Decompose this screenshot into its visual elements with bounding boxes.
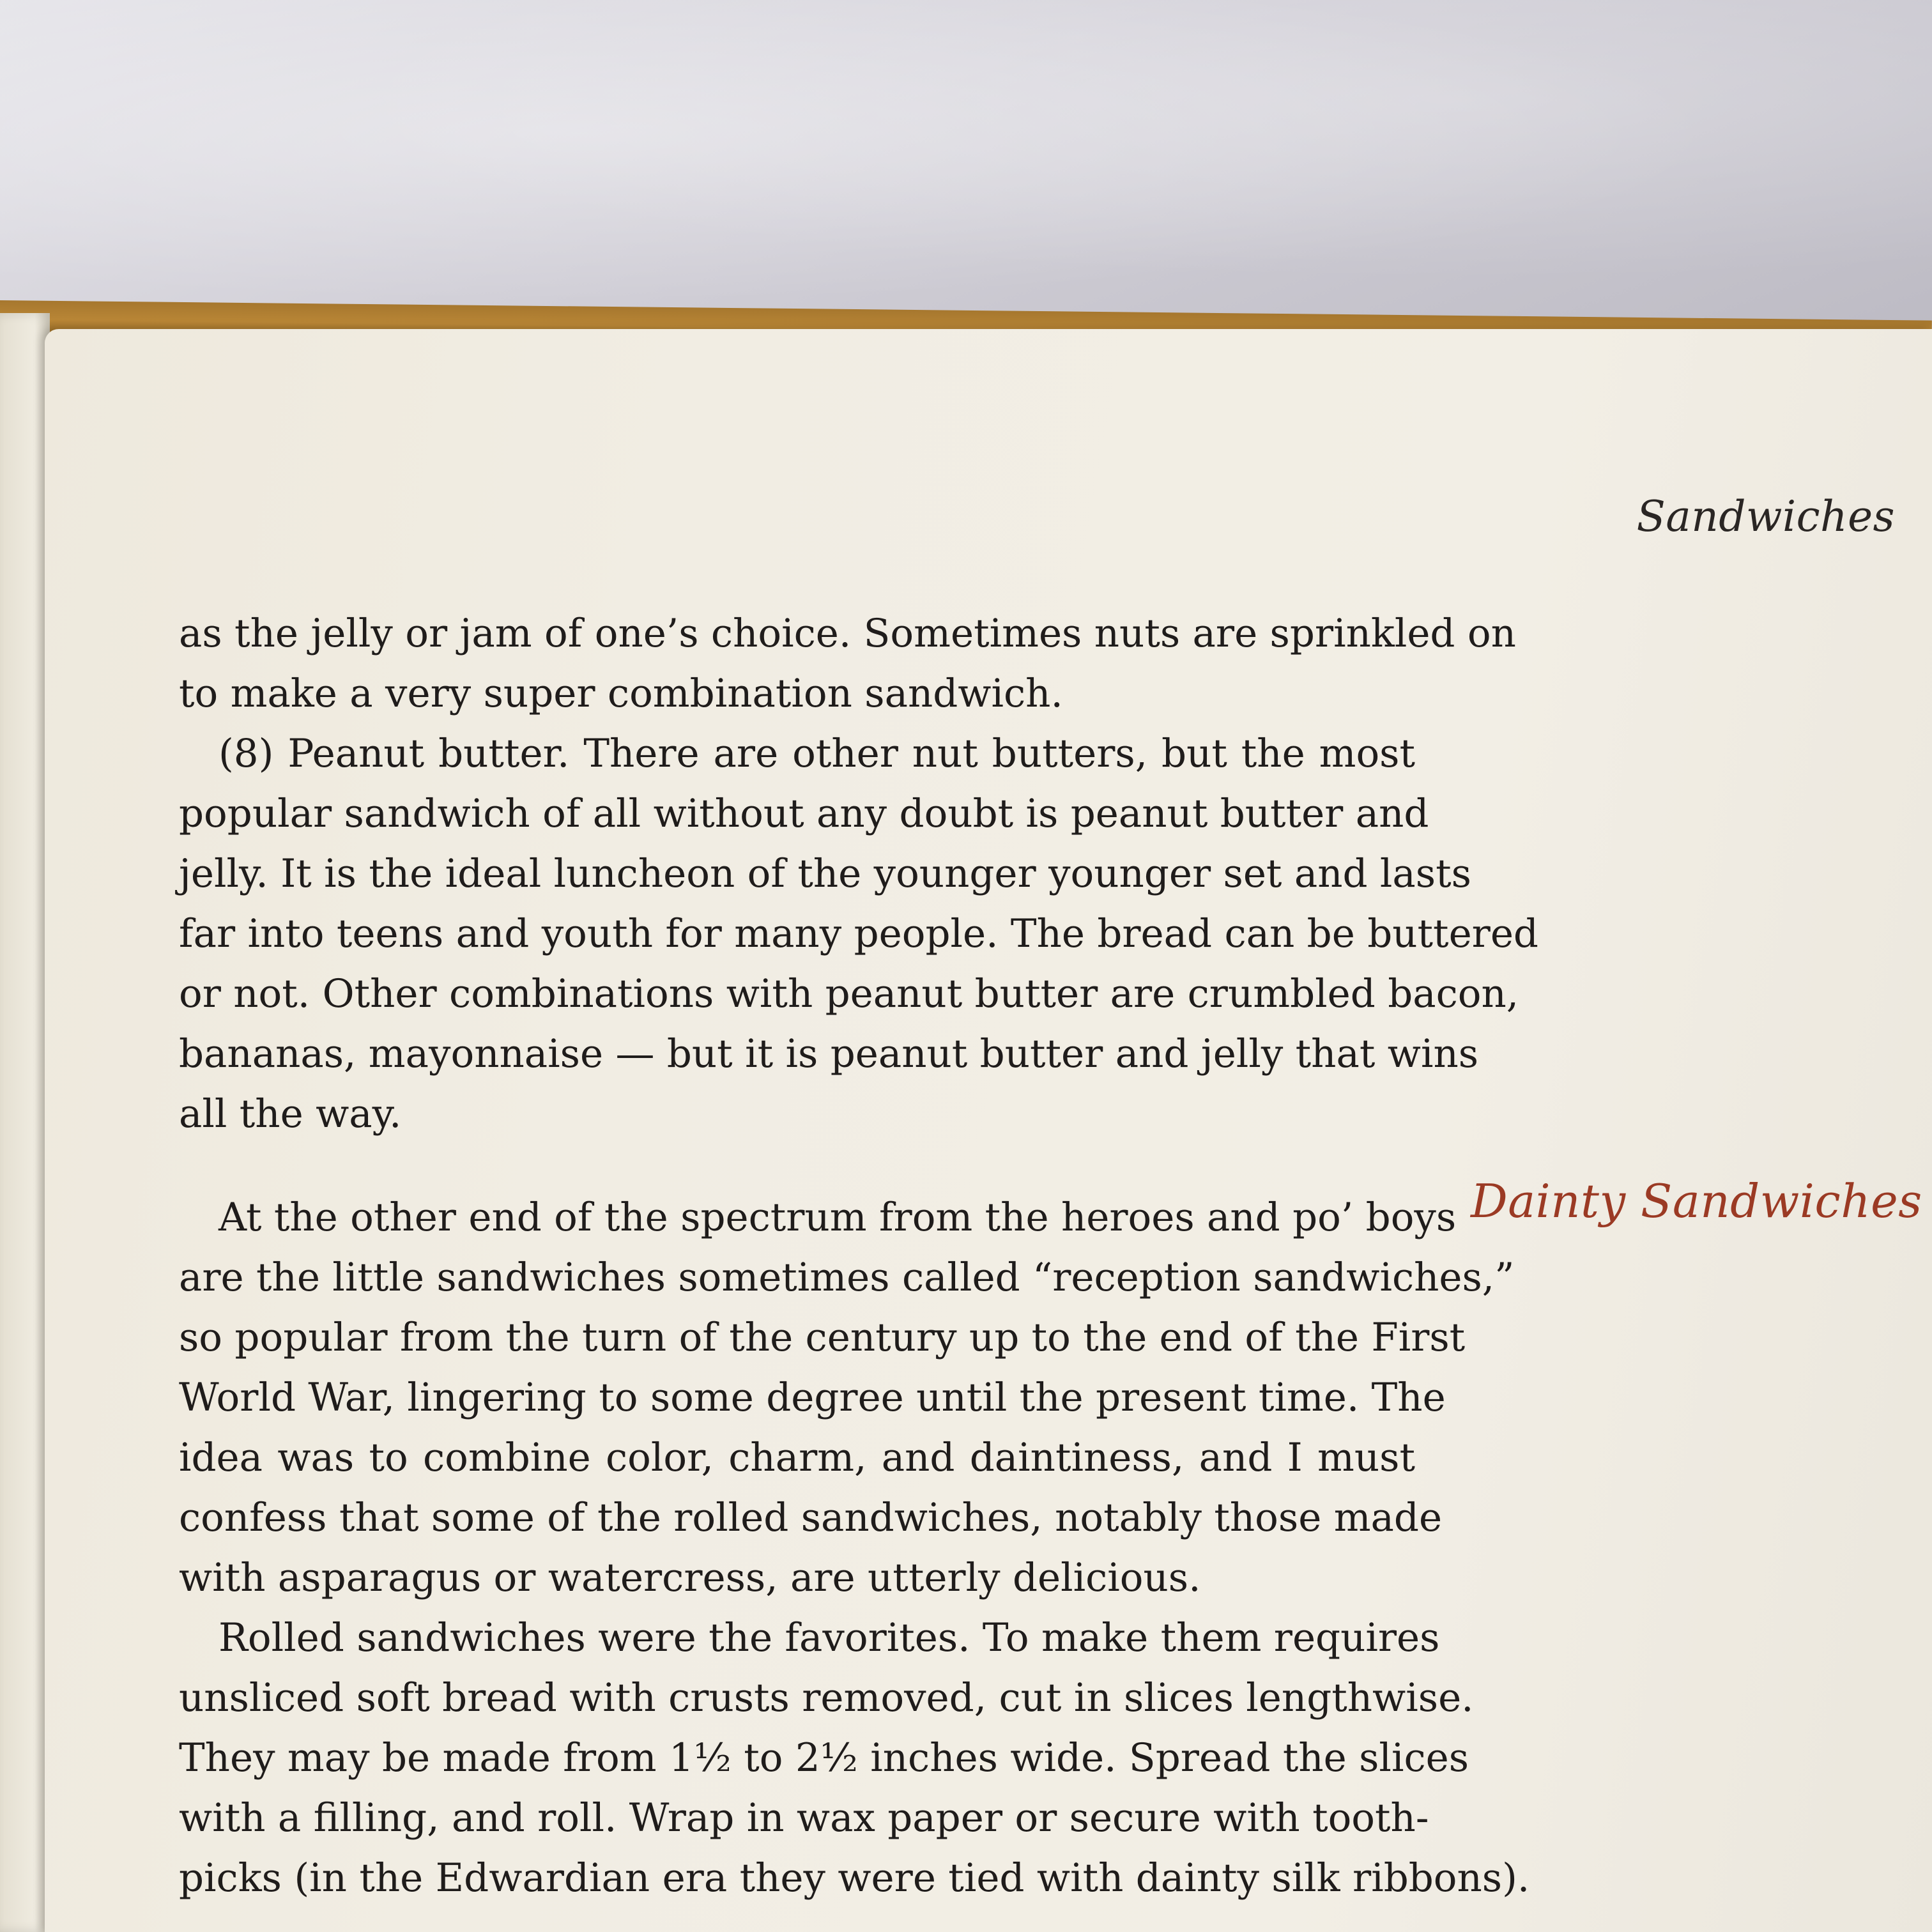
text-line: so popular from the turn of the century up to the end of the First xyxy=(179,1315,1466,1360)
text-line: are the little sandwiches sometimes called “reception sandwiches,” xyxy=(179,1255,1515,1300)
text-line: World War, lingering to some degree until the present time. The xyxy=(179,1375,1446,1420)
text-line: bananas, mayonnaise — but it is peanut butter and jelly that wins xyxy=(179,1031,1479,1077)
paragraph-gap xyxy=(179,1144,1415,1188)
text-line: unsliced soft bread with crusts removed, cut in slices lengthwise. xyxy=(179,1675,1474,1721)
text-line: At the other end of the spectrum from the heroes and po’ boys xyxy=(218,1195,1457,1240)
text-line: (8) Peanut butter. There are other nut butters, but the most xyxy=(218,731,1415,776)
text-line: They may be made from 1½ to 2½ inches wide. Spread the slices xyxy=(179,1735,1469,1781)
text-line: jelly. It is the ideal luncheon of the younger younger set and lasts xyxy=(179,851,1471,896)
background-cloth xyxy=(0,0,1932,332)
side-heading: Dainty Sandwiches xyxy=(1471,1174,1922,1228)
text-line: Rolled sandwiches were the favorites. To make them requires xyxy=(218,1615,1440,1660)
book-page xyxy=(45,329,1932,1932)
text-line: picks (in the Edwardian era they were tied with dainty silk ribbons). xyxy=(179,1855,1530,1901)
running-head: Sandwiches xyxy=(1636,492,1895,541)
text-line: idea was to combine color, charm, and daintiness, and I must xyxy=(179,1435,1415,1480)
text-line: or not. Other combinations with peanut butter are crumbled bacon, xyxy=(179,971,1519,1016)
text-line: far into teens and youth for many people. The bread can be buttered xyxy=(179,911,1538,956)
body-text xyxy=(179,604,1538,1908)
text-line: with asparagus or watercress, are utterly delicious. xyxy=(179,1555,1201,1600)
text-line: to make a very super combination sandwich. xyxy=(179,671,1063,716)
text-line: popular sandwich of all without any doubt is peanut butter and xyxy=(179,791,1429,836)
text-line: with a filling, and roll. Wrap in wax paper or secure with tooth- xyxy=(179,1795,1429,1841)
text-line: confess that some of the rolled sandwiches, notably those made xyxy=(179,1495,1443,1540)
left-page-edge xyxy=(0,313,50,1932)
text-line: as the jelly or jam of one’s choice. Sometimes nuts are sprinkled on xyxy=(179,611,1516,656)
text-line: all the way. xyxy=(179,1091,402,1137)
